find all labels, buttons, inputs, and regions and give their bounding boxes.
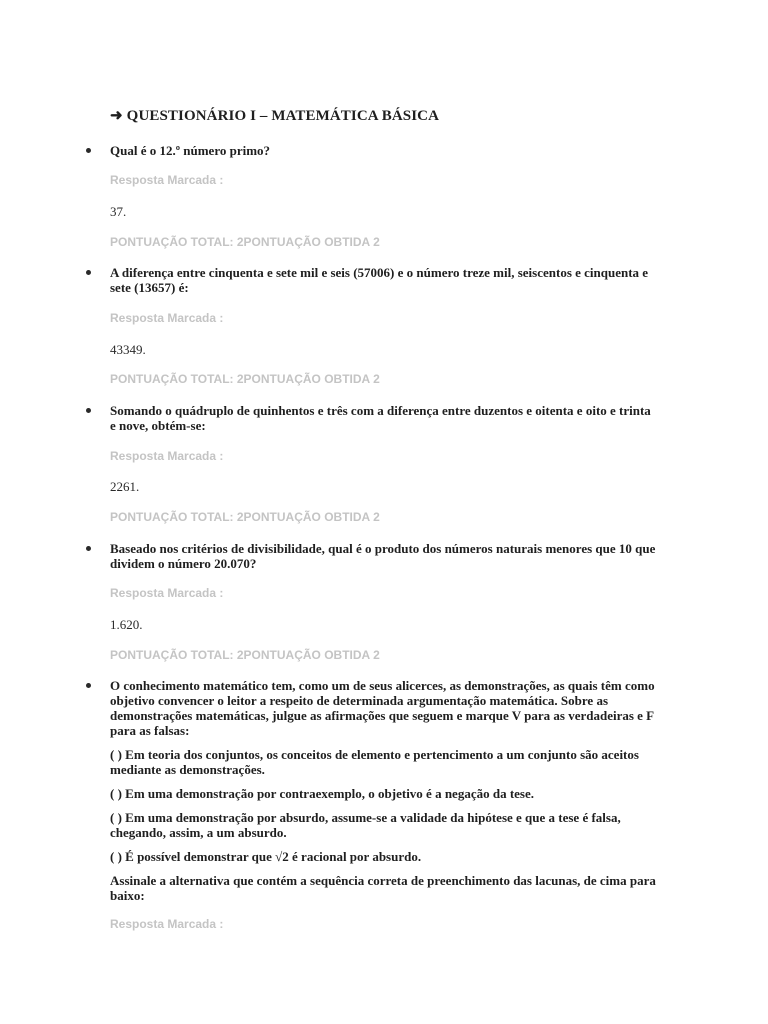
bullet — [86, 270, 91, 275]
bullet — [86, 408, 91, 413]
question-text: Somando o quádruplo de quinhentos e três com a diferença entre duzentos e oitenta e oito e trinta e nove, obtém-se: — [110, 403, 651, 433]
question-text: A diferença entre cinquenta e sete mil e seis (57006) e o número treze mil, seiscentos e cinquenta e sete (13657) é: — [110, 265, 649, 295]
question-3 — [110, 403, 658, 433]
bullet — [86, 683, 91, 688]
question-text — [110, 678, 658, 903]
response-label: Resposta Marcada : — [110, 586, 224, 600]
answer-text: 43349. — [110, 342, 146, 357]
question-5 — [110, 678, 658, 903]
answer-text: 37. — [110, 204, 127, 219]
question-paragraph: O conhecimento matemático tem, como um de seus alicerces, as demonstrações, as quais têm como objetivo convencer o leitor a respeito de determinada argumentação matemática. Sobre as demonstrações matemáticas, julgue as afirmações que seguem e marque V para as verdadeiras e F para as falsas: — [110, 678, 655, 738]
score-text: PONTUAÇÃO TOTAL: 2PONTUAÇÃO OBTIDA 2 — [110, 648, 380, 662]
question-1 — [110, 143, 658, 158]
response-label: Resposta Marcada : — [110, 311, 224, 325]
question-2 — [110, 265, 658, 295]
answer-text: 2261. — [110, 479, 140, 494]
bullet — [86, 546, 91, 551]
page-title — [110, 106, 439, 125]
score-text: PONTUAÇÃO TOTAL: 2PONTUAÇÃO OBTIDA 2 — [110, 235, 380, 249]
statement-item: ( ) Em uma demonstração por contraexemplo, o objetivo é a negação da tese. — [110, 786, 534, 801]
answer-text: 1.620. — [110, 617, 143, 632]
statement-item: ( ) Em uma demonstração por absurdo, assume-se a validade da hipótese e que a tese é falsa, chegando, assim, a um absurdo. — [110, 810, 621, 840]
response-label: Resposta Marcada : — [110, 449, 224, 463]
score-text: PONTUAÇÃO TOTAL: 2PONTUAÇÃO OBTIDA 2 — [110, 372, 380, 386]
response-label: Resposta Marcada : — [110, 173, 224, 187]
question-text: Qual é o 12.º número primo? — [110, 143, 271, 158]
bullet — [86, 148, 91, 153]
question-text: Baseado nos critérios de divisibilidade, qual é o produto dos números naturais menores que 10 que dividem o número 20.070? — [110, 541, 656, 571]
statement-item: ( ) É possível demonstrar que √2 é racional por absurdo. — [110, 849, 422, 864]
score-text: PONTUAÇÃO TOTAL: 2PONTUAÇÃO OBTIDA 2 — [110, 510, 380, 524]
question-instruction: Assinale a alternativa que contém a sequência correta de preenchimento das lacunas, de cima para baixo: — [110, 873, 656, 903]
question-4 — [110, 541, 658, 571]
arrow-right-icon: ➜ — [110, 108, 123, 124]
page-title-text: QUESTIONÁRIO I – MATEMÁTICA BÁSICA — [126, 108, 440, 124]
response-label: Resposta Marcada : — [110, 917, 224, 931]
statement-item: ( ) Em teoria dos conjuntos, os conceitos de elemento e pertencimento a um conjunto são aceitos mediante as demonstrações. — [110, 747, 639, 777]
